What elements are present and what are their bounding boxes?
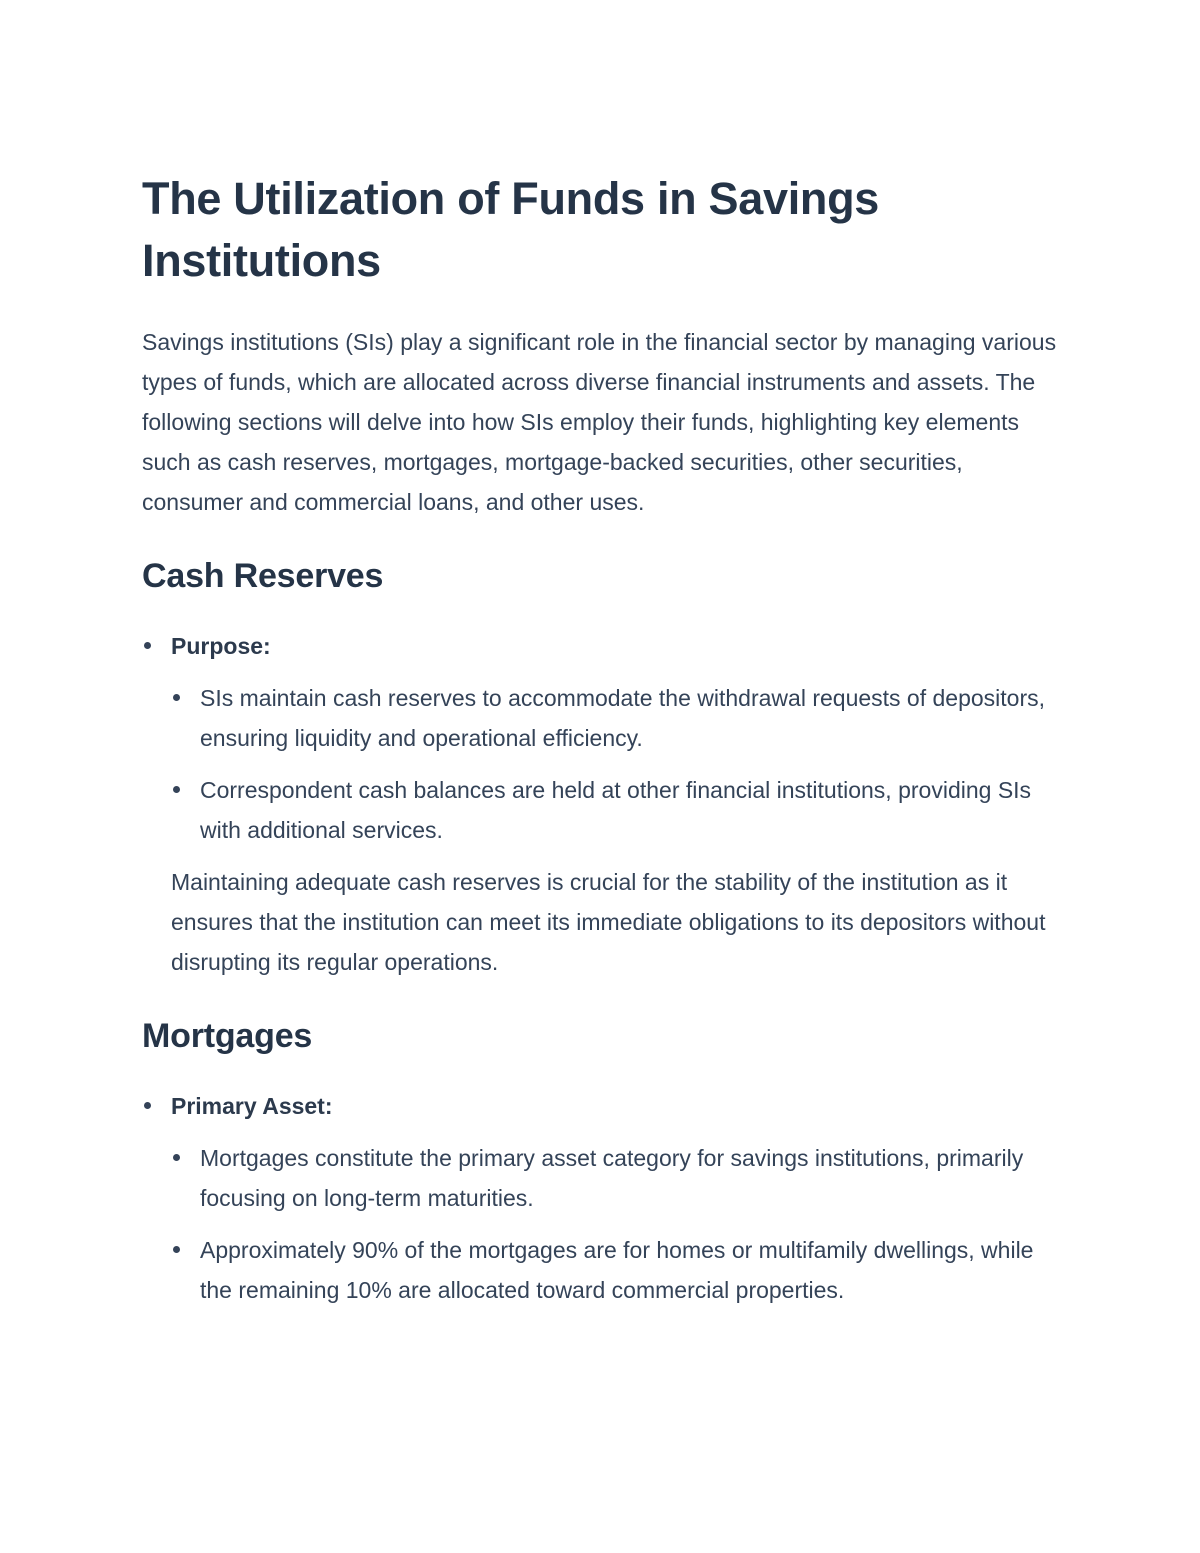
- section-heading: Mortgages: [142, 1017, 313, 1055]
- section-cash-reserves: [142, 552, 1062, 982]
- sub-list-item: [171, 678, 1062, 758]
- sub-list-item-text: Mortgages constitute the primary asset category for savings institutions, primarily focusing on long-term maturities.: [200, 1145, 1024, 1211]
- document-page: [142, 168, 1062, 1322]
- bullet-dot-icon: [173, 694, 180, 701]
- section-mortgages: [142, 1012, 1062, 1310]
- section-note: Maintaining adequate cash reserves is crucial for the stability of the institution as it ensures that the institution can meet its immediate obligations to its depositors without disrupting its regular operations.: [171, 869, 1046, 975]
- sub-list-item: [171, 1138, 1062, 1218]
- bullet-dot-icon: [173, 786, 180, 793]
- intro-paragraph: Savings institutions (SIs) play a significant role in the financial sector by managing various types of funds, which are allocated across diverse financial instruments and assets. The following sections will delve into how SIs employ their funds, highlighting key elements such as cash reserves, mortgages, mortgage-backed securities, other securities, consumer and commercial loans, and other uses.: [142, 329, 1057, 515]
- sub-list-item-text: SIs maintain cash reserves to accommodate the withdrawal requests of depositors, ensuring liquidity and operational efficiency.: [200, 685, 1046, 751]
- bullet-list: [142, 1086, 1062, 1310]
- sub-list-item: [171, 770, 1062, 850]
- bullet-list: [142, 626, 1062, 982]
- bullet-dot-icon: [173, 1154, 180, 1161]
- sub-list-item: [171, 1230, 1062, 1310]
- page-title: The Utilization of Funds in Savings Institutions: [142, 173, 880, 286]
- list-item: [142, 626, 1062, 982]
- sub-list-item-text: Correspondent cash balances are held at other financial institutions, providing SIs with additional services.: [200, 777, 1032, 843]
- bullet-dot-icon: [144, 1102, 151, 1109]
- list-item: [142, 1086, 1062, 1310]
- list-item-label: Purpose:: [171, 633, 271, 659]
- sub-bullet-list: [171, 1138, 1062, 1310]
- section-heading: Cash Reserves: [142, 557, 384, 595]
- sub-list-item-text: Approximately 90% of the mortgages are for homes or multifamily dwellings, while the remaining 10% are allocated toward commercial properties.: [200, 1237, 1034, 1303]
- bullet-dot-icon: [173, 1246, 180, 1253]
- sub-bullet-list: [171, 678, 1062, 850]
- bullet-dot-icon: [144, 642, 151, 649]
- list-item-label: Primary Asset:: [171, 1093, 333, 1119]
